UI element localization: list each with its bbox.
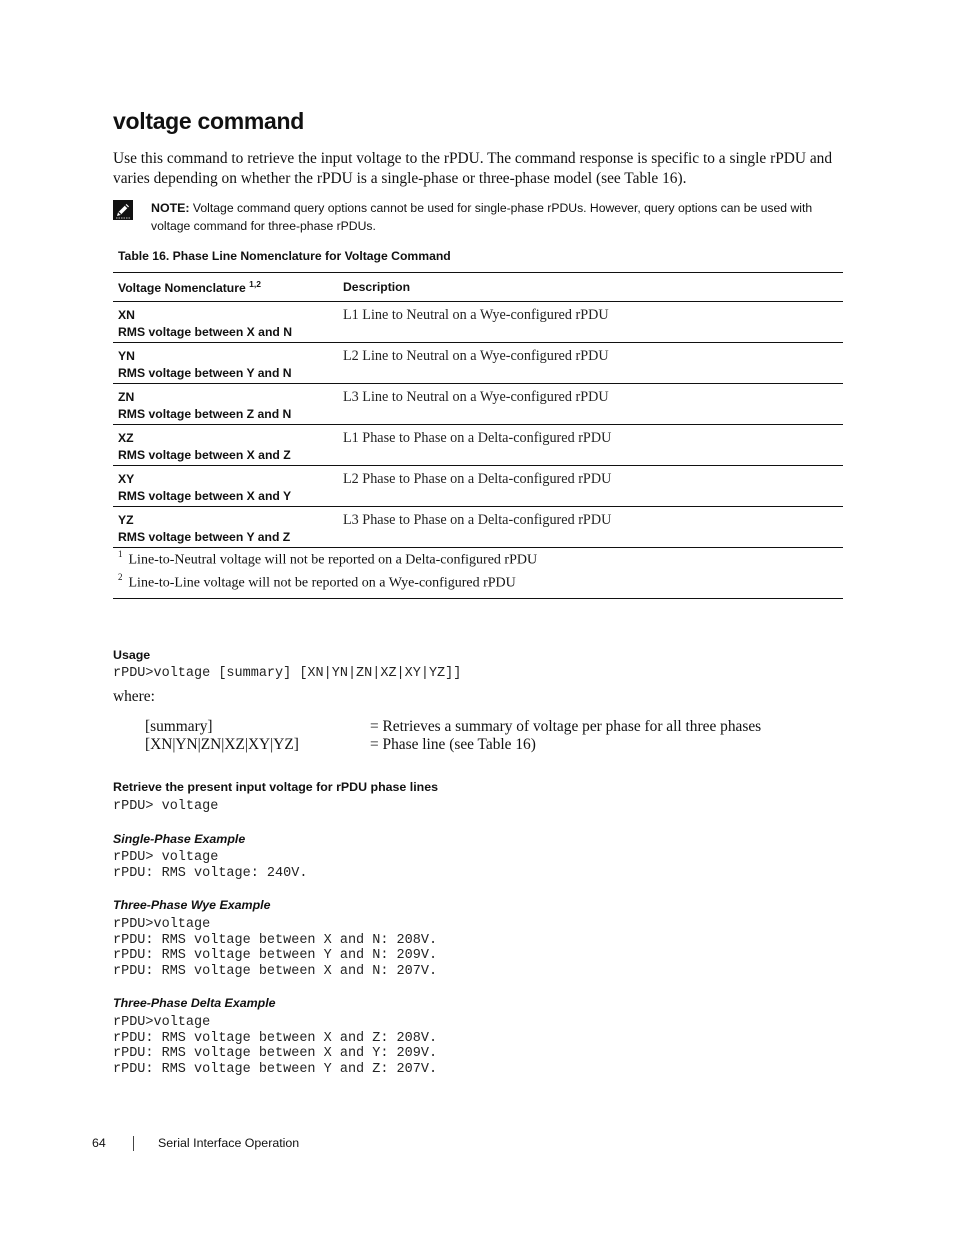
description-cell: L1 Line to Neutral on a Wye-configured rPDU: [338, 302, 843, 343]
description-cell: L2 Line to Neutral on a Wye-configured rPDU: [338, 343, 843, 384]
phase-code: YZ: [118, 513, 134, 527]
table-header-row: [113, 273, 843, 302]
phase-code: YN: [118, 349, 135, 363]
wye-heading: Three-Phase Wye Example: [113, 898, 271, 912]
param-description: = Retrieves a summary of voltage per phase for all three phases: [370, 718, 762, 735]
intro-paragraph: Use this command to retrieve the input voltage to the rPDU. The command response is specific to a single rPDU and varies depending on whether the rPDU is a single-phase or three-phase model (see Table 16).: [113, 150, 833, 187]
table-row: [113, 302, 843, 343]
table-row: [113, 384, 843, 425]
table-footnote: [113, 548, 843, 571]
nomenclature-cell: [113, 425, 338, 466]
phase-code: XZ: [118, 431, 134, 445]
wye-code: rPDU>voltage rPDU: RMS voltage between X and N: 208V. rPDU: RMS voltage between Y and N: 209V. rPDU: RMS voltage between X and N: 207V.: [113, 917, 438, 979]
param-name: [summary]: [145, 718, 213, 735]
footnote-mark: 2: [118, 571, 123, 582]
where-label: where:: [113, 688, 155, 705]
footnote-text: Line-to-Line voltage will not be reported on a Wye-configured rPDU: [128, 575, 516, 591]
nomenclature-cell: [113, 507, 338, 548]
table-row: [113, 466, 843, 507]
footer-divider: [133, 1136, 134, 1151]
table-row: [113, 425, 843, 466]
description-cell: L3 Phase to Phase on a Delta-configured rPDU: [338, 507, 843, 548]
nomenclature-cell: [113, 343, 338, 384]
phase-code: ZN: [118, 390, 135, 404]
phase-meaning: RMS voltage between Z and N: [118, 407, 292, 421]
footnote-mark: 1: [118, 549, 123, 559]
nomenclature-cell: [113, 466, 338, 507]
phase-code: XY: [118, 472, 135, 486]
phase-meaning: RMS voltage between X and Z: [118, 448, 291, 462]
phase-meaning: RMS voltage between Y and N: [118, 366, 292, 380]
header-description: Description: [338, 273, 843, 302]
note-body: Voltage command query options cannot be used for single-phase rPDUs. However, query options can be used with voltage command for three-phase rPDUs.: [151, 201, 813, 233]
note-pencil-icon: [113, 200, 133, 220]
usage-syntax: rPDU>voltage [summary] [XN|YN|ZN|XZ|XY|YZ]]: [113, 666, 462, 681]
page-number: 64: [92, 1136, 106, 1150]
table-row: [113, 343, 843, 384]
delta-code: rPDU>voltage rPDU: RMS voltage between X and Z: 208V. rPDU: RMS voltage between X and Y: 209V. rPDU: RMS voltage between Y and Z: 207V.: [113, 1015, 438, 1077]
nomenclature-cell: [113, 302, 338, 343]
header-footnote-marks: 1,2: [249, 278, 261, 289]
nomenclature-table: [113, 272, 843, 599]
param-description: = Phase line (see Table 16): [370, 736, 536, 753]
retrieve-code: rPDU> voltage: [113, 799, 219, 814]
header-nomenclature: Voltage Nomenclature $^{1,2}$: [113, 273, 338, 302]
phase-meaning: RMS voltage between X and N: [118, 325, 293, 339]
footnote-text: Line-to-Neutral voltage will not be reported on a Delta-configured rPDU: [128, 552, 538, 568]
footer-section-name: Serial Interface Operation: [158, 1136, 300, 1150]
table-footnote: [113, 571, 843, 599]
phase-code: XN: [118, 308, 135, 322]
description-cell: L2 Phase to Phase on a Delta-configured rPDU: [338, 466, 843, 507]
single-phase-code: rPDU> voltage rPDU: RMS voltage: 240V.: [113, 850, 308, 881]
usage-heading: Usage: [113, 648, 151, 662]
table-row: [113, 507, 843, 548]
single-phase-heading: Single-Phase Example: [113, 832, 246, 846]
nomenclature-cell: [113, 384, 338, 425]
description-cell: L3 Line to Neutral on a Wye-configured rPDU: [338, 384, 843, 425]
delta-heading: Three-Phase Delta Example: [113, 996, 276, 1010]
description-cell: L1 Phase to Phase on a Delta-configured rPDU: [338, 425, 843, 466]
param-name: [XN|YN|ZN|XZ|XY|YZ]: [145, 736, 299, 753]
retrieve-heading: Retrieve the present input voltage for rPDU phase lines: [113, 780, 438, 794]
note-label: NOTE:: [151, 201, 190, 215]
phase-meaning: RMS voltage between Y and Z: [118, 530, 291, 544]
table-caption: Table 16. Phase Line Nomenclature for Voltage Command: [118, 249, 451, 263]
page-title: voltage command: [113, 108, 305, 134]
phase-meaning: RMS voltage between X and Y: [118, 489, 292, 503]
note-text: [151, 199, 841, 235]
